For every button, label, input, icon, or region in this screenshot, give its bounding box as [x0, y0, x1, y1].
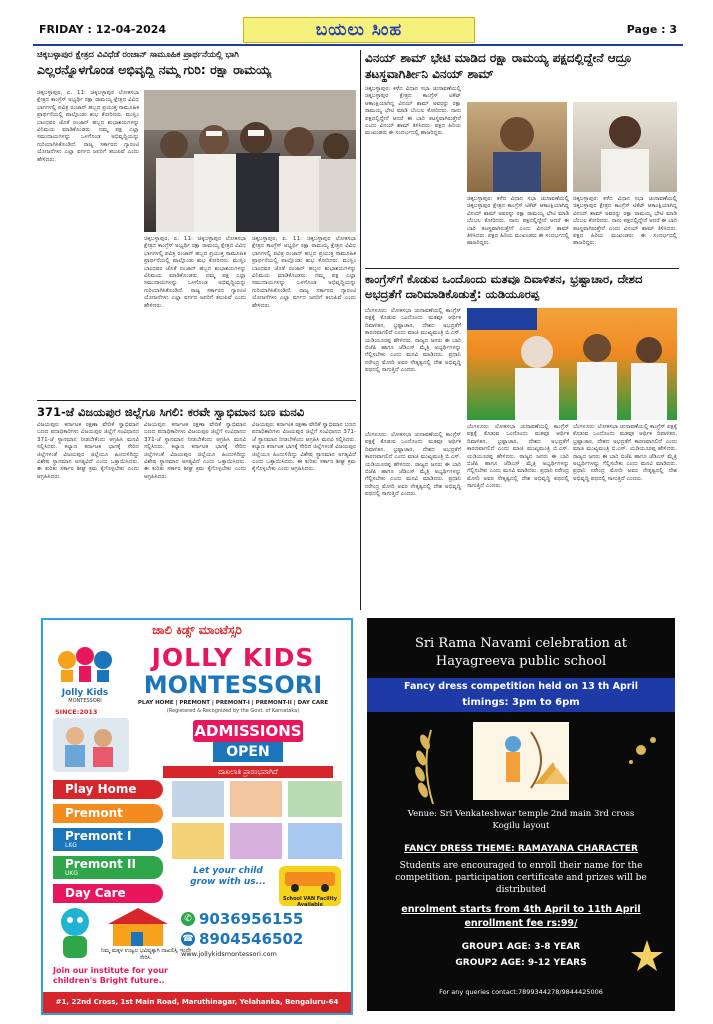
- competition-line-2: timings: 3pm to 6pm: [462, 697, 580, 708]
- story-body-column: ಚಿಕ್ಕಬಳ್ಳಾಪುರ, ಏ. 11: ಚಿಕ್ಕಬಳ್ಳಾಪುರ ಲೋಕಸಭಾ ಕ್ಷೇತ್ರದ ಕಾಂಗ್ರೆಸ್ ಅಭ್ಯರ್ಥಿ ರಕ್ಷಾ ರಾಮಯ್ಯ ಕ್ಷೇತ್ರದ ವಿವಿಧ ಭಾಗಗಳಲ್ಲಿ ಪವಿತ್ರ ರಂಜಾನ್ ಹಬ್ಬದ ಪ್ರಯುಕ್ತ ಸಾಮೂಹಿಕ ಪ್ರಾರ್ಥನೆಯಲ್ಲಿ ಪಾಲ್ಗೊಂಡು ಶುಭ ಕೋರಿದರು. ಮುಸ್ಲಿಂ ಬಾಂಧವರ ಜೊತೆ ರಂಜಾನ್ ಹಬ್ಬದ ಶುಭಾಶಯಗಳನ್ನು ವಿನಿಮಯ ಮಾಡಿಕೊಂಡರು. ನಮ್ಮ ಪಕ್ಷ ಎಲ್ಲಾ ಸಮುದಾಯಗಳನ್ನು ಒಳಗೊಂಡ ಅಭಿವೃದ್ಧಿಯನ್ನು ಗುರಿಯಾಗಿಸಿಕೊಂಡಿದೆ. ರಾಜ್ಯ ಸರ್ಕಾರದ ಗ್ಯಾರಂಟಿ ಯೋಜನೆಗಳು ಎಲ್ಲಾ ವರ್ಗದ ಜನರಿಗೆ ತಲುಪಿವೆ ಎಂದು ಹೇಳಿದರು.: [252, 236, 356, 309]
- enroll-fee: enrollment fee rs:99/: [464, 918, 578, 929]
- class-ribbon-premont: Premont: [53, 804, 163, 823]
- contact-info: For any queries contact:7899344278/9844425006: [439, 988, 603, 996]
- class-label: Premont II: [65, 857, 136, 871]
- story-body-column: ಬೆಂಗಳೂರು: ಲೋಕಸಭಾ ಚುನಾವಣೆಯಲ್ಲಿ ಕಾಂಗ್ರೆಸ್ ಪಕ್ಷಕ್ಕೆ ಕೊಡುವ ಒಂದೊಂದು ಮತವೂ ಆರ್ಥಿಕ ದಿವಾಳಿತನ, ಭ್ರಷ್ಟಾಚಾರ, ದೇಶದ ಅಭದ್ರತೆಗೆ ಕಾರಣವಾಗಲಿದೆ ಎಂದು ಮಾಜಿ ಮುಖ್ಯಮಂತ್ರಿ ಬಿ.ಎಸ್. ಯಡಿಯೂರಪ್ಪ ಹೇಳಿದರು. ರಾಜ್ಯದ ಜನರು ಈ ಬಾರಿ ಬಿಜೆಪಿ ಹಾಗೂ ಜೆಡಿಎಸ್ ಮೈತ್ರಿ ಅಭ್ಯರ್ಥಿಗಳನ್ನು ಗೆಲ್ಲಿಸಬೇಕು ಎಂದು ಮನವಿ ಮಾಡಿದರು. ಪ್ರಧಾನಿ ನರೇಂದ್ರ ಮೋದಿ ಅವರ ನೇತೃತ್ವದಲ್ಲಿ ದೇಶ ಅಭಿವೃದ್ಧಿ ಪಥದಲ್ಲಿ ಸಾಗುತ್ತಿದೆ ಎಂದರು.: [573, 424, 677, 482]
- class-ribbon-premont-2: [53, 856, 163, 879]
- class-list: [53, 780, 163, 903]
- class-ribbon-play-home: Play Home: [53, 780, 163, 799]
- kannada-join-text: ನಿಮ್ಮ ಮಕ್ಕಳ ಉಜ್ವಲ ಭವಿಷ್ಯಕ್ಕಾಗಿ ದಾಖಲಿಸ್ಸಿ ಇಂದೇ ಸೇರಿಸಿ.: [101, 948, 191, 961]
- section-divider: [365, 268, 679, 269]
- class-label: Premont I: [65, 829, 132, 843]
- story-body-column: ಚಿಕ್ಕಬಳ್ಳಾಪುರ: ಕಳೆದ ವಿಧಾನ ಸಭಾ ಚುನಾವಣೆಯಲ್ಲಿ ಚಿಕ್ಕಬಳ್ಳಾಪುರ ಕ್ಷೇತ್ರದ ಕಾಂಗ್ರೆಸ್ ಟಿಕೆಟ್ ಆಕಾಂಕ್ಷಿಯಾಗಿದ್ದ ವಿನಯ್ ಶಾಮ್ ಅವರನ್ನು ರಕ್ಷಾ ರಾಮಯ್ಯ ಭೇಟಿ ಮಾಡಿ ಬೆಂಬಲ ಕೋರಿದರು. ನಾನು ಪಕ್ಷದಲ್ಲಿದ್ದೇನೆ ಆದರೆ ಈ ಬಾರಿ ತಟಸ್ಥವಾಗಿರುತ್ತೇನೆ ಎಂದು ವಿನಯ್ ಶಾಮ್ ತಿಳಿಸಿದರು. ಪಕ್ಷದ ಹಿರಿಯ ಮುಖಂಡರು ಈ ಸಂದರ್ಭದಲ್ಲಿ ಹಾಜರಿದ್ದರು.: [467, 196, 569, 247]
- story-body-column: ವಿಜಯಪುರ: ಕರ್ನಾಟಕ ರಕ್ಷಣಾ ವೇದಿಕೆ ಸ್ವಾಭಿಮಾನ ಬಣದ ಪದಾಧಿಕಾರಿಗಳು ವಿಜಯಪುರ ಜಿಲ್ಲೆಗೆ ಸಂವಿಧಾನದ 371-ಜೆ ಸ್ಥಾನಮಾನ ನೀಡಬೇಕೆಂದು ಆಗ್ರಹಿಸಿ ಮನವಿ ಸಲ್ಲಿಸಿದರು. ಕಲ್ಯಾಣ ಕರ್ನಾಟಕ ಭಾಗಕ್ಕೆ ಸೇರಿದ ಜಿಲ್ಲೆಗಳಂತೆ ವಿಜಯಪುರ ಜಿಲ್ಲೆಯೂ ಹಿಂದುಳಿದಿದ್ದು ವಿಶೇಷ ಸ್ಥಾನಮಾನ ಅಗತ್ಯವಿದೆ ಎಂದು ಒತ್ತಾಯಿಸಿದರು. ಈ ಕುರಿತು ಸರ್ಕಾರ ಶೀಘ್ರ ಕ್ರಮ ಕೈಗೊಳ್ಳಬೇಕು ಎಂದು ಆಗ್ರಹಿಸಿದರು.: [144, 422, 246, 480]
- venue-line-1: Venue: Sri Venkateshwar temple 2nd main 3rd cross: [407, 809, 635, 819]
- competition-line-1: Fancy dress competition held on 13 th April: [404, 681, 638, 692]
- story-body-column: ಬೆಂಗಳೂರು: ಲೋಕಸಭಾ ಚುನಾವಣೆಯಲ್ಲಿ ಕಾಂಗ್ರೆಸ್ ಪಕ್ಷಕ್ಕೆ ಕೊಡುವ ಒಂದೊಂದು ಮತವೂ ಆರ್ಥಿಕ ದಿವಾಳಿತನ, ಭ್ರಷ್ಟಾಚಾರ, ದೇಶದ ಅಭದ್ರತೆಗೆ ಕಾರಣವಾಗಲಿದೆ ಎಂದು ಮಾಜಿ ಮುಖ್ಯಮಂತ್ರಿ ಬಿ.ಎಸ್. ಯಡಿಯೂರಪ್ಪ ಹೇಳಿದರು. ರಾಜ್ಯದ ಜನರು ಈ ಬಾರಿ ಬಿಜೆಪಿ ಹಾಗೂ ಜೆಡಿಎಸ್ ಮೈತ್ರಿ ಅಭ್ಯರ್ಥಿಗಳನ್ನು ಗೆಲ್ಲಿಸಬೇಕು ಎಂದು ಮನವಿ ಮಾಡಿದರು. ಪ್ರಧಾನಿ ನರೇಂದ್ರ ಮೋದಿ ಅವರ ನೇತೃತ್ವದಲ್ಲಿ ದೇಶ ಅಭಿವೃದ್ಧಿ ಪಥದಲ್ಲಿ ಸಾಗುತ್ತಿದೆ ಎಂದರು.: [467, 424, 569, 490]
- masthead-title-box: [243, 17, 475, 43]
- address-bar: #1, 22nd Cross, 1st Main Road, Maruthinagar, Yelahanka, Bengaluru-64: [43, 992, 351, 1013]
- rama-illustration: [473, 722, 569, 800]
- story-body-column: ಚಿಕ್ಕಬಳ್ಳಾಪುರ: ಕಳೆದ ವಿಧಾನ ಸಭಾ ಚುನಾವಣೆಯಲ್ಲಿ ಚಿಕ್ಕಬಳ್ಳಾಪುರ ಕ್ಷೇತ್ರದ ಕಾಂಗ್ರೆಸ್ ಟಿಕೆಟ್ ಆಕಾಂಕ್ಷಿಯಾಗಿದ್ದ ವಿನಯ್ ಶಾಮ್ ಅವರನ್ನು ರಕ್ಷಾ ರಾಮಯ್ಯ ಭೇಟಿ ಮಾಡಿ ಬೆಂಬಲ ಕೋರಿದರು. ನಾನು ಪಕ್ಷದಲ್ಲಿದ್ದೇನೆ ಆದರೆ ಈ ಬಾರಿ ತಟಸ್ಥವಾಗಿರುತ್ತೇನೆ ಎಂದು ವಿನಯ್ ಶಾಮ್ ತಿಳಿಸಿದರು. ಪಕ್ಷದ ಹಿರಿಯ ಮುಖಂಡರು ಈ ಸಂದರ್ಭದಲ್ಲಿ ಹಾಜರಿದ್ದರು.: [365, 86, 461, 137]
- story-photo-press-meet: [467, 308, 677, 420]
- phone-icon: ☎: [182, 934, 194, 944]
- story-body-column: ಚಿಕ್ಕಬಳ್ಳಾಪುರ, ಏ. 11: ಚಿಕ್ಕಬಳ್ಳಾಪುರ ಲೋಕಸಭಾ ಕ್ಷೇತ್ರದ ಕಾಂಗ್ರೆಸ್ ಅಭ್ಯರ್ಥಿ ರಕ್ಷಾ ರಾಮಯ್ಯ ಕ್ಷೇತ್ರದ ವಿವಿಧ ಭಾಗಗಳಲ್ಲಿ ಪವಿತ್ರ ರಂಜಾನ್ ಹಬ್ಬದ ಪ್ರಯುಕ್ತ ಸಾಮೂಹಿಕ ಪ್ರಾರ್ಥನೆಯಲ್ಲಿ ಪಾಲ್ಗೊಂಡು ಶುಭ ಕೋರಿದರು. ಮುಸ್ಲಿಂ ಬಾಂಧವರ ಜೊತೆ ರಂಜಾನ್ ಹಬ್ಬದ ಶುಭಾಶಯಗಳನ್ನು ವಿನಿಮಯ ಮಾಡಿಕೊಂಡರು. ನಮ್ಮ ಪಕ್ಷ ಎಲ್ಲಾ ಸಮುದಾಯಗಳನ್ನು ಒಳಗೊಂಡ ಅಭಿವೃದ್ಧಿಯನ್ನು ಗುರಿಯಾಗಿಸಿಕೊಂಡಿದೆ. ರಾಜ್ಯ ಸರ್ಕಾರದ ಗ್ಯಾರಂಟಿ ಯೋಜನೆಗಳು ಎಲ್ಲಾ ವರ್ಗದ ಜನರಿಗೆ ತಲುಪಿವೆ ಎಂದು ಹೇಳಿದರು.: [144, 236, 246, 309]
- open-label: OPEN: [213, 742, 283, 762]
- lord-rama-image: [473, 722, 569, 800]
- phone-block: [181, 910, 341, 958]
- logo-subtext: MONTESSORI: [68, 698, 102, 704]
- story-body-column: ಬೆಂಗಳೂರು: ಲೋಕಸಭಾ ಚುನಾವಣೆಯಲ್ಲಿ ಕಾಂಗ್ರೆಸ್ ಪಕ್ಷಕ್ಕೆ ಕೊಡುವ ಒಂದೊಂದು ಮತವೂ ಆರ್ಥಿಕ ದಿವಾಳಿತನ, ಭ್ರಷ್ಟಾಚಾರ, ದೇಶದ ಅಭದ್ರತೆಗೆ ಕಾರಣವಾಗಲಿದೆ ಎಂದು ಮಾಜಿ ಮುಖ್ಯಮಂತ್ರಿ ಬಿ.ಎಸ್. ಯಡಿಯೂರಪ್ಪ ಹೇಳಿದರು. ರಾಜ್ಯದ ಜನರು ಈ ಬಾರಿ ಬಿಜೆಪಿ ಹಾಗೂ ಜೆಡಿಎಸ್ ಮೈತ್ರಿ ಅಭ್ಯರ್ಥಿಗಳನ್ನು ಗೆಲ್ಲಿಸಬೇಕು ಎಂದು ಮನವಿ ಮಾಡಿದರು. ಪ್ರಧಾನಿ ನರೇಂದ್ರ ಮೋದಿ ಅವರ ನೇತೃತ್ವದಲ್ಲಿ ದೇಶ ಅಭಿವೃದ್ಧಿ ಪಥದಲ್ಲಿ ಸಾಗುತ್ತಿದೆ ಎಂದರು.: [365, 432, 461, 498]
- admissions-label: ADMISSIONS: [194, 722, 302, 740]
- event-title-line-1: Sri Rama Navami celebration at: [414, 636, 628, 651]
- gold-star-icon: [629, 938, 665, 974]
- story-headline: ಎಲ್ಲರನ್ನೊಳಗೊಂಡ ಅಭಿವೃದ್ಧಿ ನಮ್ಮ ಗುರಿ: ರಕ್ಷಾ ರಾಮಯ್ಯ: [37, 62, 272, 77]
- enroll-description: Students are encouraged to enroll their name for the competition. participation certificate and prizes will be distributed: [395, 861, 647, 895]
- admissions-badge: [193, 720, 303, 764]
- brand-line-2: MONTESSORI: [143, 671, 323, 699]
- phone-row: [181, 930, 341, 948]
- website-link[interactable]: www.jollykidsmontessori.com: [181, 950, 277, 958]
- press-meet-illustration: [467, 308, 677, 420]
- class-ribbon-premont-1: [53, 828, 163, 851]
- story-headline: ವಿನಯ್ ಶಾಮ್ ಭೇಟಿ ಮಾಡಿದ ರಕ್ಷಾ ರಾಮಯ್ಯ ಪಕ್ಷದಲ್ಲಿದ್ದೇನೆ ಆದ್ರೂ ತಟಸ್ಥವಾಗಿರ್ತೀನಿ ವಿನಯ್ ಶಾಮ್: [365, 51, 632, 81]
- gold-lamp-decoration-icon: [621, 730, 661, 770]
- kids-logo-icon: [53, 644, 117, 684]
- van-text: School VAN Facility Available: [282, 896, 338, 908]
- issue-date: FRIDAY : 12-04-2024: [39, 23, 167, 36]
- story-body-column: ವಿಜಯಪುರ: ಕರ್ನಾಟಕ ರಕ್ಷಣಾ ವೇದಿಕೆ ಸ್ವಾಭಿಮಾನ ಬಣದ ಪದಾಧಿಕಾರಿಗಳು ವಿಜಯಪುರ ಜಿಲ್ಲೆಗೆ ಸಂವಿಧಾನದ 371-ಜೆ ಸ್ಥಾನಮಾನ ನೀಡಬೇಕೆಂದು ಆಗ್ರಹಿಸಿ ಮನವಿ ಸಲ್ಲಿಸಿದರು. ಕಲ್ಯಾಣ ಕರ್ನಾಟಕ ಭಾಗಕ್ಕೆ ಸೇರಿದ ಜಿಲ್ಲೆಗಳಂತೆ ವಿಜಯಪುರ ಜಿಲ್ಲೆಯೂ ಹಿಂದುಳಿದಿದ್ದು ವಿಶೇಷ ಸ್ಥಾನಮಾನ ಅಗತ್ಯವಿದೆ ಎಂದು ಒತ್ತಾಯಿಸಿದರು. ಈ ಕುರಿತು ಸರ್ಕಾರ ಶೀಘ್ರ ಕ್ರಮ ಕೈಗೊಳ್ಳಬೇಕು ಎಂದು ಆಗ್ರಹಿಸಿದರು.: [252, 422, 356, 473]
- class-sub: UKG: [65, 870, 78, 877]
- story-photo-prayer-crowd: [144, 90, 356, 232]
- phone-number-1[interactable]: 9036956155: [199, 910, 304, 928]
- crowd-illustration: [144, 90, 356, 232]
- competition-band: [367, 678, 675, 712]
- story-headline: 371-ಜೆ ವಿಜಯಪುರ ಜಿಲ್ಲೆಗೂ ಸಿಗಲಿ: ಕರವೇ ಸ್ವಾಭಿಮಾನ ಬಣ ಮನವಿ: [37, 405, 305, 419]
- cartoon-mascot-icon: [53, 906, 97, 962]
- phone-row: [181, 910, 341, 928]
- school-van-badge: [279, 866, 341, 906]
- story-headline: ಕಾಂಗ್ರೆಸ್‌ಗೆ ಕೊಡುವ ಒಂದೊಂದು ಮತವೂ ದಿವಾಳಿತನ, ಭ್ರಷ್ಟಾಚಾರ, ದೇಶದ ಅಭದ್ರತೆಗೆ ದಾರಿಮಾಡಿಕೊಡುತ್ತೆ: ಯಡಿಯೂರಪ್ಪ: [365, 272, 643, 301]
- rama-navami-advertisement: [367, 618, 675, 1011]
- event-title-line-2: Hayagreeva public school: [435, 654, 607, 669]
- kids-illustration: [53, 718, 129, 772]
- join-line-1: Join our institute for your: [53, 966, 168, 975]
- enroll-dates: enrolment starts from 4th April to 11th April: [401, 904, 641, 915]
- story-body-column: ಚಿಕ್ಕಬಳ್ಳಾಪುರ: ಕಳೆದ ವಿಧಾನ ಸಭಾ ಚುನಾವಣೆಯಲ್ಲಿ ಚಿಕ್ಕಬಳ್ಳಾಪುರ ಕ್ಷೇತ್ರದ ಕಾಂಗ್ರೆಸ್ ಟಿಕೆಟ್ ಆಕಾಂಕ್ಷಿಯಾಗಿದ್ದ ವಿನಯ್ ಶಾಮ್ ಅವರನ್ನು ರಕ್ಷಾ ರಾಮಯ್ಯ ಭೇಟಿ ಮಾಡಿ ಬೆಂಬಲ ಕೋರಿದರು. ನಾನು ಪಕ್ಷದಲ್ಲಿದ್ದೇನೆ ಆದರೆ ಈ ಬಾರಿ ತಟಸ್ಥವಾಗಿರುತ್ತೇನೆ ಎಂದು ವಿನಯ್ ಶಾಮ್ ತಿಳಿಸಿದರು. ಪಕ್ಷದ ಹಿರಿಯ ಮುಖಂಡರು ಈ ಸಂದರ್ಭದಲ್ಲಿ ಹಾಜರಿದ್ದರು.: [573, 196, 677, 247]
- story-body-column: ಬೆಂಗಳೂರು: ಲೋಕಸಭಾ ಚುನಾವಣೆಯಲ್ಲಿ ಕಾಂಗ್ರೆಸ್ ಪಕ್ಷಕ್ಕೆ ಕೊಡುವ ಒಂದೊಂದು ಮತವೂ ಆರ್ಥಿಕ ದಿವಾಳಿತನ, ಭ್ರಷ್ಟಾಚಾರ, ದೇಶದ ಅಭದ್ರತೆಗೆ ಕಾರಣವಾಗಲಿದೆ ಎಂದು ಮಾಜಿ ಮುಖ್ಯಮಂತ್ರಿ ಬಿ.ಎಸ್. ಯಡಿಯೂರಪ್ಪ ಹೇಳಿದರು. ರಾಜ್ಯದ ಜನರು ಈ ಬಾರಿ ಬಿಜೆಪಿ ಹಾಗೂ ಜೆಡಿಎಸ್ ಮೈತ್ರಿ ಅಭ್ಯರ್ಥಿಗಳನ್ನು ಗೆಲ್ಲಿಸಬೇಕು ಎಂದು ಮನವಿ ಮಾಡಿದರು. ಪ್ರಧಾನಿ ನರೇಂದ್ರ ಮೋದಿ ಅವರ ನೇತೃತ್ವದಲ್ಲಿ ದೇಶ ಅಭಿವೃದ್ಧಿ ಪಥದಲ್ಲಿ ಸಾಗುತ್ತಿದೆ ಎಂದರು.: [365, 308, 461, 374]
- whatsapp-icon: ✆: [181, 912, 195, 926]
- person-illustration: [467, 102, 567, 192]
- ad-kannada-title: ಜಾಲಿ ಕಿಡ್ಸ್ ಮಾಂಟೆಸ್ಸರಿ: [152, 623, 242, 637]
- page-number: Page : 3: [626, 23, 677, 36]
- class-ribbon-day-care: Day Care: [53, 884, 163, 903]
- since-year: SINCE:2013: [55, 708, 98, 716]
- story-photo-person-2: [573, 102, 677, 192]
- story-photo-person-1: [467, 102, 567, 192]
- logo-text: Jolly Kids: [61, 688, 109, 698]
- story-kicker: ಚಿಕ್ಕಬಳ್ಳಾಪುರ ಕ್ಷೇತ್ರದ ವಿವಿಧೆಡೆ ರಂಜಾನ್ ಸಾಮೂಹಿಕ ಪ್ರಾರ್ಥನೆಯಲ್ಲಿ ಭಾಗಿ: [37, 50, 239, 60]
- group-2-age: GROUP2 AGE: 9-12 YEARS: [455, 958, 587, 968]
- story-body-column: ಚಿಕ್ಕಬಳ್ಳಾಪುರ, ಏ. 11: ಚಿಕ್ಕಬಳ್ಳಾಪುರ ಲೋಕಸಭಾ ಕ್ಷೇತ್ರದ ಕಾಂಗ್ರೆಸ್ ಅಭ್ಯರ್ಥಿ ರಕ್ಷಾ ರಾಮಯ್ಯ ಕ್ಷೇತ್ರದ ವಿವಿಧ ಭಾಗಗಳಲ್ಲಿ ಪವಿತ್ರ ರಂಜಾನ್ ಹಬ್ಬದ ಪ್ರಯುಕ್ತ ಸಾಮೂಹಿಕ ಪ್ರಾರ್ಥನೆಯಲ್ಲಿ ಪಾಲ್ಗೊಂಡು ಶುಭ ಕೋರಿದರು. ಮುಸ್ಲಿಂ ಬಾಂಧವರ ಜೊತೆ ರಂಜಾನ್ ಹಬ್ಬದ ಶುಭಾಶಯಗಳನ್ನು ವಿನಿಮಯ ಮಾಡಿಕೊಂಡರು. ನಮ್ಮ ಪಕ್ಷ ಎಲ್ಲಾ ಸಮುದಾಯಗಳನ್ನು ಒಳಗೊಂಡ ಅಭಿವೃದ್ಧಿಯನ್ನು ಗುರಿಯಾಗಿಸಿಕೊಂಡಿದೆ. ರಾಜ್ಯ ಸರ್ಕಾರದ ಗ್ಯಾರಂಟಿ ಯೋಜನೆಗಳು ಎಲ್ಲಾ ವರ್ಗದ ಜನರಿಗೆ ತಲುಪಿವೆ ಎಂದು ಹೇಳಿದರು.: [37, 90, 139, 163]
- van-icon: [279, 866, 341, 892]
- admissions-open-kannada: ದಾಖಲಾತಿ ಪ್ರಾರಂಭವಾಗಿದೆ: [163, 766, 333, 778]
- newspaper-page: [33, 14, 683, 1014]
- gold-wheat-decoration-icon: [403, 726, 443, 806]
- activity-photos-illustration: [171, 780, 343, 860]
- group-1-age: GROUP1 AGE: 3-8 YEAR: [461, 942, 581, 952]
- person-illustration: [573, 102, 677, 192]
- newspaper-title: ಬಯಲು ಸಿಂಹ: [315, 20, 403, 40]
- programs-list: PLAY HOME | PREMONT | PREMONT-I | PREMONT-II | DAY CARE: [137, 700, 329, 706]
- section-divider: [37, 400, 356, 401]
- kids-photo: [53, 718, 129, 772]
- join-message: [53, 966, 183, 988]
- story-body-column: ವಿಜಯಪುರ: ಕರ್ನಾಟಕ ರಕ್ಷಣಾ ವೇದಿಕೆ ಸ್ವಾಭಿಮಾನ ಬಣದ ಪದಾಧಿಕಾರಿಗಳು ವಿಜಯಪುರ ಜಿಲ್ಲೆಗೆ ಸಂವಿಧಾನದ 371-ಜೆ ಸ್ಥಾನಮಾನ ನೀಡಬೇಕೆಂದು ಆಗ್ರಹಿಸಿ ಮನವಿ ಸಲ್ಲಿಸಿದರು. ಕಲ್ಯಾಣ ಕರ್ನಾಟಕ ಭಾಗಕ್ಕೆ ಸೇರಿದ ಜಿಲ್ಲೆಗಳಂತೆ ವಿಜಯಪುರ ಜಿಲ್ಲೆಯೂ ಹಿಂದುಳಿದಿದ್ದು ವಿಶೇಷ ಸ್ಥಾನಮಾನ ಅಗತ್ಯವಿದೆ ಎಂದು ಒತ್ತಾಯಿಸಿದರು. ಈ ಕುರಿತು ಸರ್ಕಾರ ಶೀಘ್ರ ಕ್ರಮ ಕೈಗೊಳ್ಳಬೇಕು ಎಂದು ಆಗ್ರಹಿಸಿದರು.: [37, 422, 139, 480]
- activity-photo-collage: [171, 780, 343, 860]
- ad-tagline: Let your child grow with us...: [190, 866, 266, 887]
- venue-line-2: Kogilu layout: [492, 821, 550, 831]
- jolly-kids-logo: [53, 644, 117, 706]
- masthead: [33, 14, 683, 46]
- join-line-2: children's Bright future..: [53, 976, 165, 985]
- jolly-kids-advertisement: [41, 618, 353, 1015]
- column-divider: [360, 50, 361, 610]
- class-sub: LKG: [65, 842, 77, 849]
- toy-house-icon: [103, 906, 173, 946]
- story-ranjan: [37, 50, 355, 78]
- brand-line-1: JOLLY KIDS: [151, 643, 315, 672]
- fancy-dress-theme: FANCY DRESS THEME: RAMAYANA CHARACTER: [404, 844, 638, 854]
- registration-note: (Registered & Recognized by the Govt. of Karnataka): [166, 708, 300, 714]
- phone-number-2[interactable]: 8904546502: [199, 930, 304, 948]
